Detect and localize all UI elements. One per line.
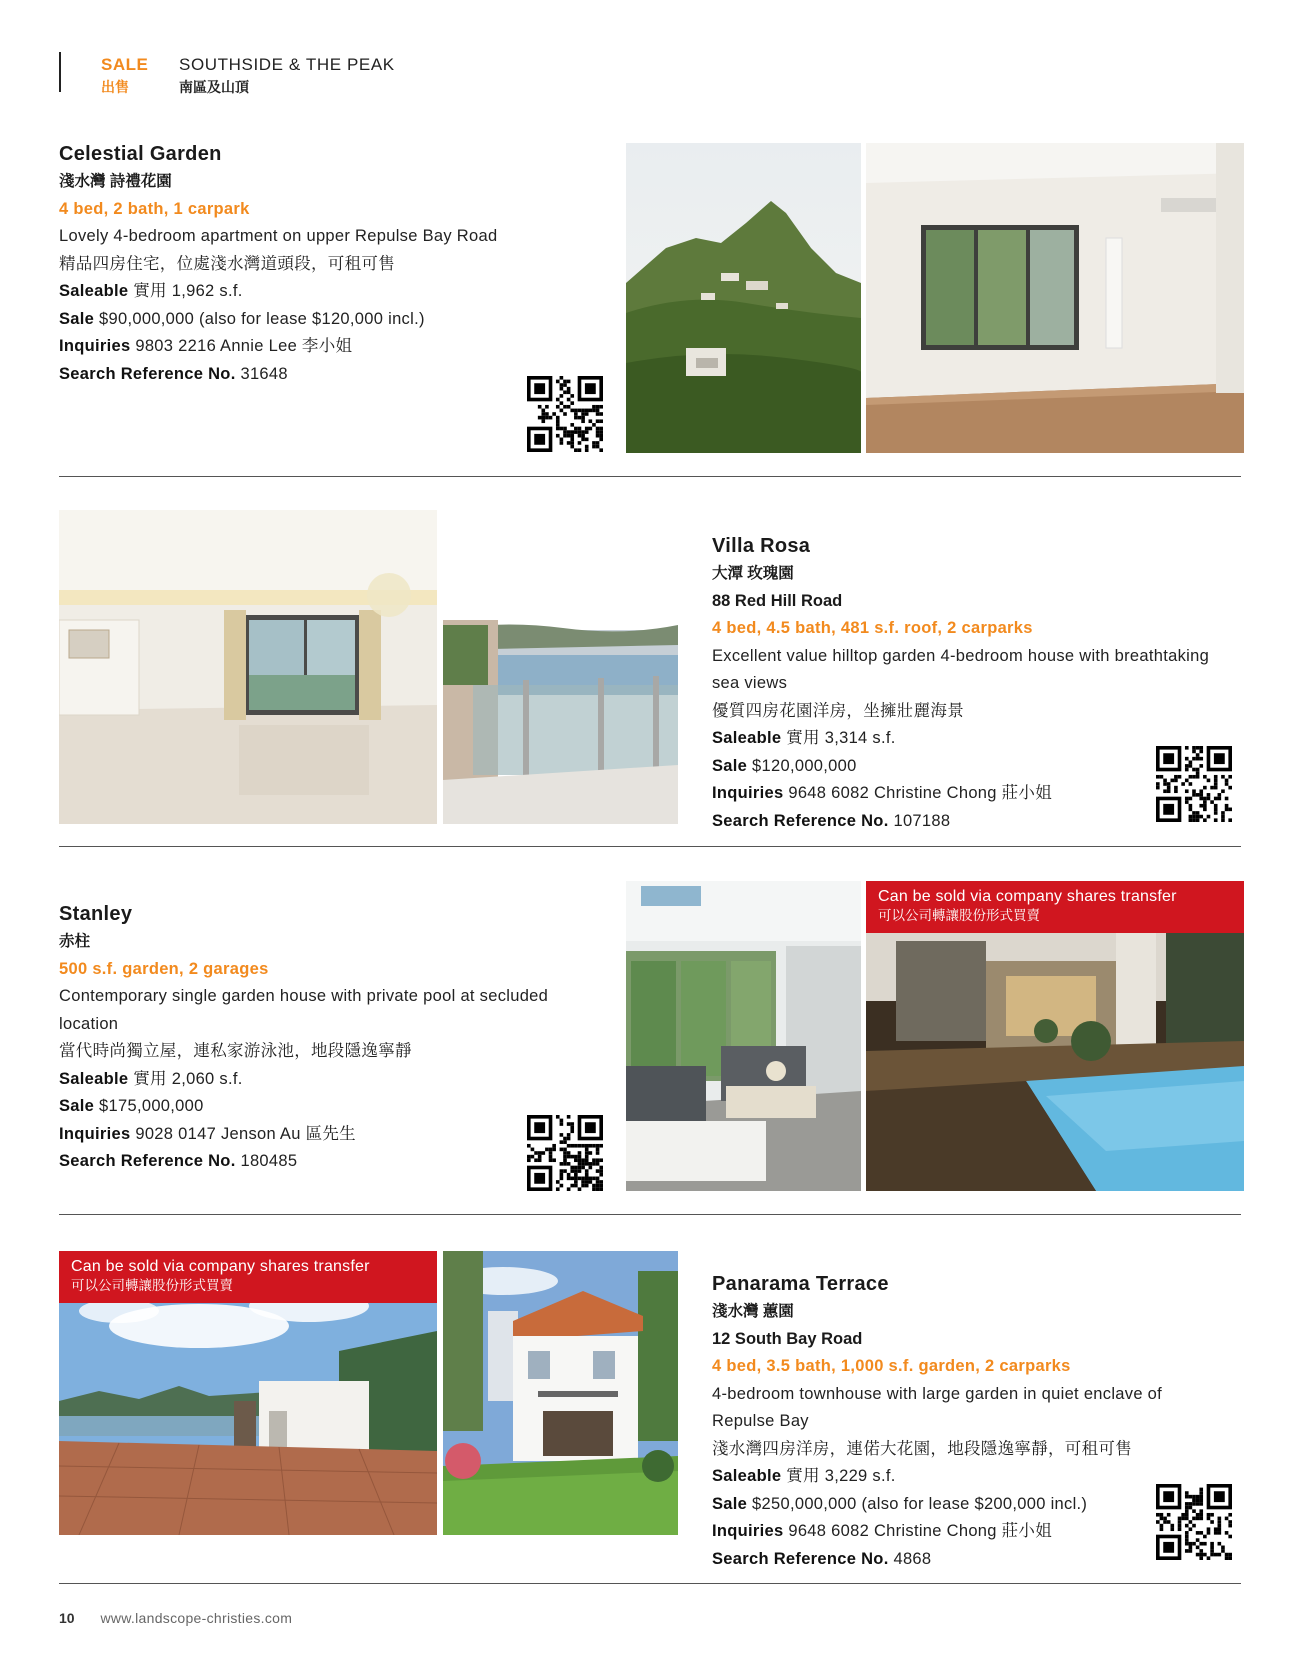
section-divider xyxy=(59,1214,1241,1215)
listing-desc-en: 4-bedroom townhouse with large garden in quiet enclave of xyxy=(712,1384,1163,1403)
section-divider xyxy=(59,1583,1241,1584)
saleable-value: 實用 3,314 s.f. xyxy=(786,729,896,747)
section-area xyxy=(179,55,499,97)
qr-code-icon[interactable] xyxy=(527,1115,603,1191)
listing-reference xyxy=(59,361,579,389)
saleable-label: Saleable xyxy=(59,282,129,300)
listing-address: 88 Red Hill Road xyxy=(712,591,843,610)
photo-marble-living-room xyxy=(59,510,437,824)
inquiries-label: Inquiries xyxy=(59,337,131,355)
badge-text-en: Can be sold via company shares transfer xyxy=(71,1258,370,1275)
listing-saleable xyxy=(712,725,1232,753)
photo-roof-terrace xyxy=(59,1251,437,1535)
photo-empty-living-room xyxy=(866,143,1244,453)
reference-value: 107188 xyxy=(893,811,951,830)
area-en: SOUTHSIDE & THE PEAK xyxy=(179,55,395,74)
reference-label: Search Reference No. xyxy=(59,364,236,383)
sale-value: $175,000,000 xyxy=(99,1097,204,1115)
listing-desc-en: Excellent value hilltop garden 4-bedroom house with breathtaking xyxy=(712,646,1210,665)
listing-desc-zh: 優質四房花園洋房，坐擁壯麗海景 xyxy=(712,701,964,720)
saleable-value: 實用 3,229 s.f. xyxy=(786,1467,896,1485)
sale-label: Sale xyxy=(59,1097,95,1115)
reference-value: 4868 xyxy=(893,1549,932,1568)
category-en: SALE xyxy=(101,55,149,74)
sale-label: Sale xyxy=(59,309,95,328)
listing-inquiries xyxy=(59,1121,579,1149)
listing-saleable xyxy=(59,1066,579,1094)
saleable-label: Saleable xyxy=(712,729,782,747)
photo-balcony-sea-view xyxy=(443,510,678,824)
listing-address: 12 South Bay Road xyxy=(712,1329,863,1348)
page-footer xyxy=(59,1610,292,1626)
listing-features: 4 bed, 3.5 bath, 1,000 s.f. garden, 2 carparks xyxy=(712,1357,1071,1375)
photo-hillside-view xyxy=(626,143,861,453)
page-header xyxy=(59,52,395,95)
listing-desc-en: Contemporary single garden house with private pool at secluded xyxy=(59,987,549,1005)
listing-celestial-garden xyxy=(59,140,579,388)
listing-name-zh: 大潭 玫瑰園 xyxy=(712,565,794,582)
listing-features: 500 s.f. garden, 2 garages xyxy=(59,959,269,978)
badge-text-zh: 可以公司轉讓股份形式買賣 xyxy=(878,908,1040,923)
reference-label: Search Reference No. xyxy=(712,1549,889,1568)
listing-title: Villa Rosa xyxy=(712,535,811,557)
shares-transfer-badge xyxy=(59,1251,437,1303)
sale-value: $120,000,000 xyxy=(752,756,857,775)
photo-modern-living-room xyxy=(626,881,861,1191)
listing-features: 4 bed, 2 bath, 1 carpark xyxy=(59,199,250,218)
sale-value: $250,000,000 (also for lease $200,000 incl.) xyxy=(752,1494,1088,1513)
listing-title: Stanley xyxy=(59,903,133,925)
listing-desc-zh: 精品四房住宅，位處淺水灣道頭段，可租可售 xyxy=(59,254,395,273)
section-category xyxy=(101,55,191,97)
inquiries-label: Inquiries xyxy=(712,1522,784,1540)
shares-transfer-badge xyxy=(866,881,1244,933)
listing-inquiries xyxy=(712,780,1232,808)
listing-name-zh: 赤柱 xyxy=(59,933,91,950)
listing-title: Panarama Terrace xyxy=(712,1273,889,1295)
sale-label: Sale xyxy=(712,1494,748,1513)
listing-desc-zh: 當代時尚獨立屋，連私家游泳池，地段隱逸寧靜 xyxy=(59,1042,412,1060)
listing-desc-zh: 淺水灣四房洋房，連偌大花園，地段隱逸寧靜，可租可售 xyxy=(712,1439,1132,1458)
photo-pool-courtyard xyxy=(866,881,1244,1191)
inquiries-value: 9803 2216 Annie Lee 李小姐 xyxy=(135,337,353,355)
qr-code-icon[interactable] xyxy=(527,376,603,452)
reference-value: 180485 xyxy=(240,1152,298,1170)
listing-villa-rosa xyxy=(712,532,1232,835)
listing-reference xyxy=(712,808,1232,836)
category-zh: 出售 xyxy=(101,79,129,95)
badge-text-en: Can be sold via company shares transfer xyxy=(878,888,1177,905)
saleable-value: 實用 1,962 s.f. xyxy=(133,282,243,300)
listing-reference xyxy=(59,1148,579,1176)
qr-code-icon[interactable] xyxy=(1156,1484,1232,1560)
listing-title: Celestial Garden xyxy=(59,143,222,165)
inquiries-label: Inquiries xyxy=(712,784,784,802)
listing-name-zh: 淺水灣 詩禮花園 xyxy=(59,173,172,190)
section-divider xyxy=(59,476,1241,477)
inquiries-label: Inquiries xyxy=(59,1124,131,1143)
area-zh: 南區及山頂 xyxy=(179,79,249,95)
listing-features: 4 bed, 4.5 bath, 481 s.f. roof, 2 carparks xyxy=(712,619,1033,637)
listing-inquiries xyxy=(59,333,579,361)
reference-label: Search Reference No. xyxy=(59,1152,236,1170)
section-divider xyxy=(59,846,1241,847)
photo-townhouse-garden xyxy=(443,1251,678,1535)
listing-saleable xyxy=(59,278,579,306)
listing-desc-en: Lovely 4-bedroom apartment on upper Repulse Bay Road xyxy=(59,227,498,245)
listing-desc-en-2: sea views xyxy=(712,674,788,692)
listing-desc-en-2: Repulse Bay xyxy=(712,1412,809,1430)
listing-sale xyxy=(712,753,1232,781)
listing-sale xyxy=(59,306,579,334)
sale-label: Sale xyxy=(712,756,748,775)
inquiries-value: 9028 0147 Jenson Au 區先生 xyxy=(135,1124,356,1143)
qr-code-icon[interactable] xyxy=(1156,746,1232,822)
reference-value: 31648 xyxy=(240,364,288,383)
website-link[interactable]: www.landscope-christies.com xyxy=(100,1610,293,1626)
inquiries-value: 9648 6082 Christine Chong 莊小姐 xyxy=(788,1522,1053,1540)
listing-name-zh: 淺水灣 蕙園 xyxy=(712,1303,794,1320)
listing-desc-en-2: location xyxy=(59,1014,119,1033)
sale-value: $90,000,000 (also for lease $120,000 incl.) xyxy=(99,309,425,328)
saleable-value: 實用 2,060 s.f. xyxy=(133,1069,243,1088)
saleable-label: Saleable xyxy=(59,1069,129,1088)
inquiries-value: 9648 6082 Christine Chong 莊小姐 xyxy=(788,784,1053,802)
listing-stanley xyxy=(59,900,579,1176)
listing-sale xyxy=(59,1093,579,1121)
badge-text-zh: 可以公司轉讓股份形式買賣 xyxy=(71,1278,233,1293)
page-number: 10 xyxy=(59,1610,75,1626)
reference-label: Search Reference No. xyxy=(712,811,889,830)
saleable-label: Saleable xyxy=(712,1467,782,1485)
